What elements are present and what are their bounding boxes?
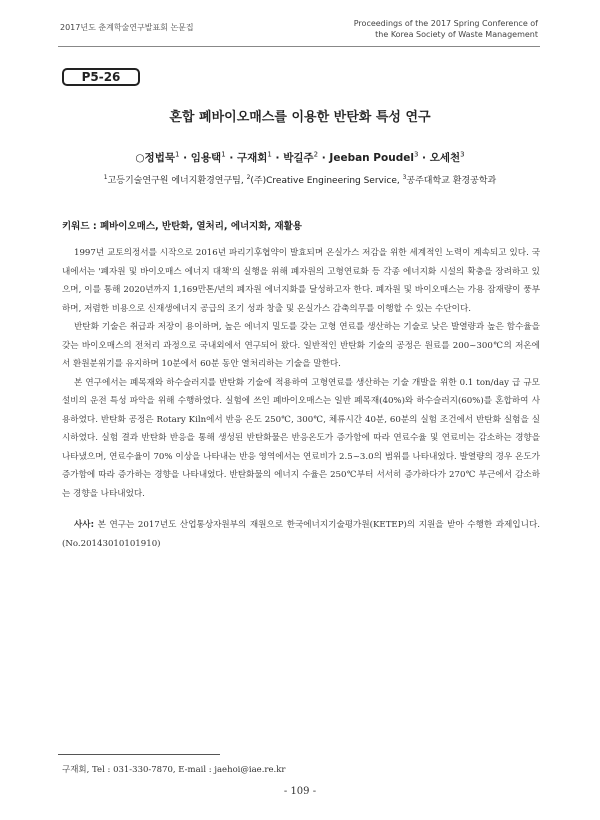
affil-1: 고등기술연구원 에너지환경연구팀, [107,176,247,186]
author-sep: · [318,152,330,164]
acknowledgement-label: 사사: [74,520,95,530]
body-paragraph-3: 본 연구에서는 폐목재와 하수슬러지를 반탄화 기술에 적용하여 고형연료를 생산하는 기술 개발을 위한 0.1 ton/day 급 규모 설비의 운전 특성 파악을 위해 수행하였다. 실험에 쓰인 폐바이오매스는 일반 폐목재(40%)와 하수슬러지(60%)를 혼합하여 사용하였다. 반탄화 공정은 Rotary Kiln에서 반응 온도 250℃, 300℃, 체류시간 40분, 60분의 실험 조건에서 반탄화 실험을 실시하였다. 실험 결과 반탄화 반응을 통해 생성된 반탄화물은 반응온도가 증가함에 따라 연료수율 및 연료비는 감소하는 경향을 나타냈으며, 연료수율이 70% 이상을 나타내는 반응 영역에서는 연료비가 2.5~3.0의 범위를 나타내었다. 발열량의 경우 온도가 증가함에 따라 증가하는 경향을 나타내었다. 반탄화물의 에너지 수율은 250℃부터 서서히 증가하다가 270℃ 부근에서 감소하는 경향을 나타내었다. [62,377,540,499]
author-1: 정법묵 [144,152,175,164]
author-4-affil: 2 [313,150,319,159]
author-sep: · [225,152,237,164]
author-list [0,150,600,165]
body-paragraph-2: 반탄화 기술은 취급과 저장이 용이하며, 높은 에너지 밀도를 갖는 고형 연료를 생산하는 기술로 낮은 발열량과 높은 함수율을 갖는 바이오매스의 전처리 과정으로 국내외에서 연구되어 왔다. 일반적인 반탄화 기술의 공정은 원료를 200~300℃의 저온에서 환원분위기를 유지하며 10분에서 60분 동안 열처리하는 기술을 말한다. [62,322,540,369]
author-6: 오세천 [429,152,461,164]
author-2-affil: 1 [221,150,226,159]
corresponding-author-footnote: 구재회, Tel : 031-330-7870, E-mail : jaehoi@iae.re.kr [62,765,286,775]
body-paragraph-1: 1997년 교토의정서를 시작으로 2016년 파리기후협약이 발효되며 온실가스 저감을 위한 세계적인 노력이 계속되고 있다. 국내에서는 '폐자원 및 바이오매스 에너지 대책'의 실행을 위해 폐자원의 고형연료화 등 각종 에너지화 시설의 확충을 장려하고 있으며, 이를 통해 2020년까지 1,169만톤/년의 폐자원 에너지화를 달성하고자 한다. 폐자원 및 바이오매스는 가용 잠재량이 풍부하며, 저렴한 비용으로 신재생에너지 공급의 조기 성과 창출 및 온실가스 감축의무를 이행할 수 있는 수단이다. [62,248,540,314]
author-2: 임용택 [190,152,222,164]
author-1-affil: 1 [174,150,180,159]
affil-3-mark: 3 [402,174,407,181]
affil-3: 공주대학교 환경공학과 [406,176,497,186]
footnote-divider [58,754,220,755]
author-5-affil: 3 [413,150,419,159]
header-divider [58,46,540,47]
acknowledgement [62,516,540,553]
author-4: 박길주 [283,152,314,164]
author-sep: · [179,152,191,164]
author-5: Jeeban Poudel [329,152,414,164]
page-number: - 109 - [283,786,317,797]
header-right-line2: the Korea Society of Waste Management [375,30,538,39]
paper-title: 혼합 폐바이오매스를 이용한 반탄화 특성 연구 [169,110,431,125]
affil-2-mark: 2 [246,174,251,181]
keywords-line: 키워드 : 폐바이오매스, 반탄화, 열처리, 에너지화, 재활용 [62,221,302,232]
author-3-affil: 1 [267,150,272,159]
affil-1-mark: 1 [103,174,108,181]
header-proceedings-korean: 2017년도 춘계학술연구발표회 논문집 [60,23,194,32]
affil-2: (주)Creative Engineering Service, [250,176,403,186]
author-sep: · [271,152,284,164]
author-sep: · [418,152,430,164]
header-proceedings-english [354,18,538,40]
abstract-body [62,244,540,503]
header-right-line1: Proceedings of the 2017 Spring Conference of [353,19,538,28]
acknowledgement-text: 본 연구는 2017년도 산업통상자원부의 재원으로 한국에너지기술평가원(KETEP)의 지원을 받아 수행한 과제입니다.(No.20143010101910) [62,520,540,549]
presenter-marker: ○ [135,152,145,164]
author-3: 구재회 [236,152,268,164]
paper-code-badge: P5-26 [62,68,140,86]
affiliation-line [0,173,600,186]
author-6-affil: 3 [460,150,465,159]
